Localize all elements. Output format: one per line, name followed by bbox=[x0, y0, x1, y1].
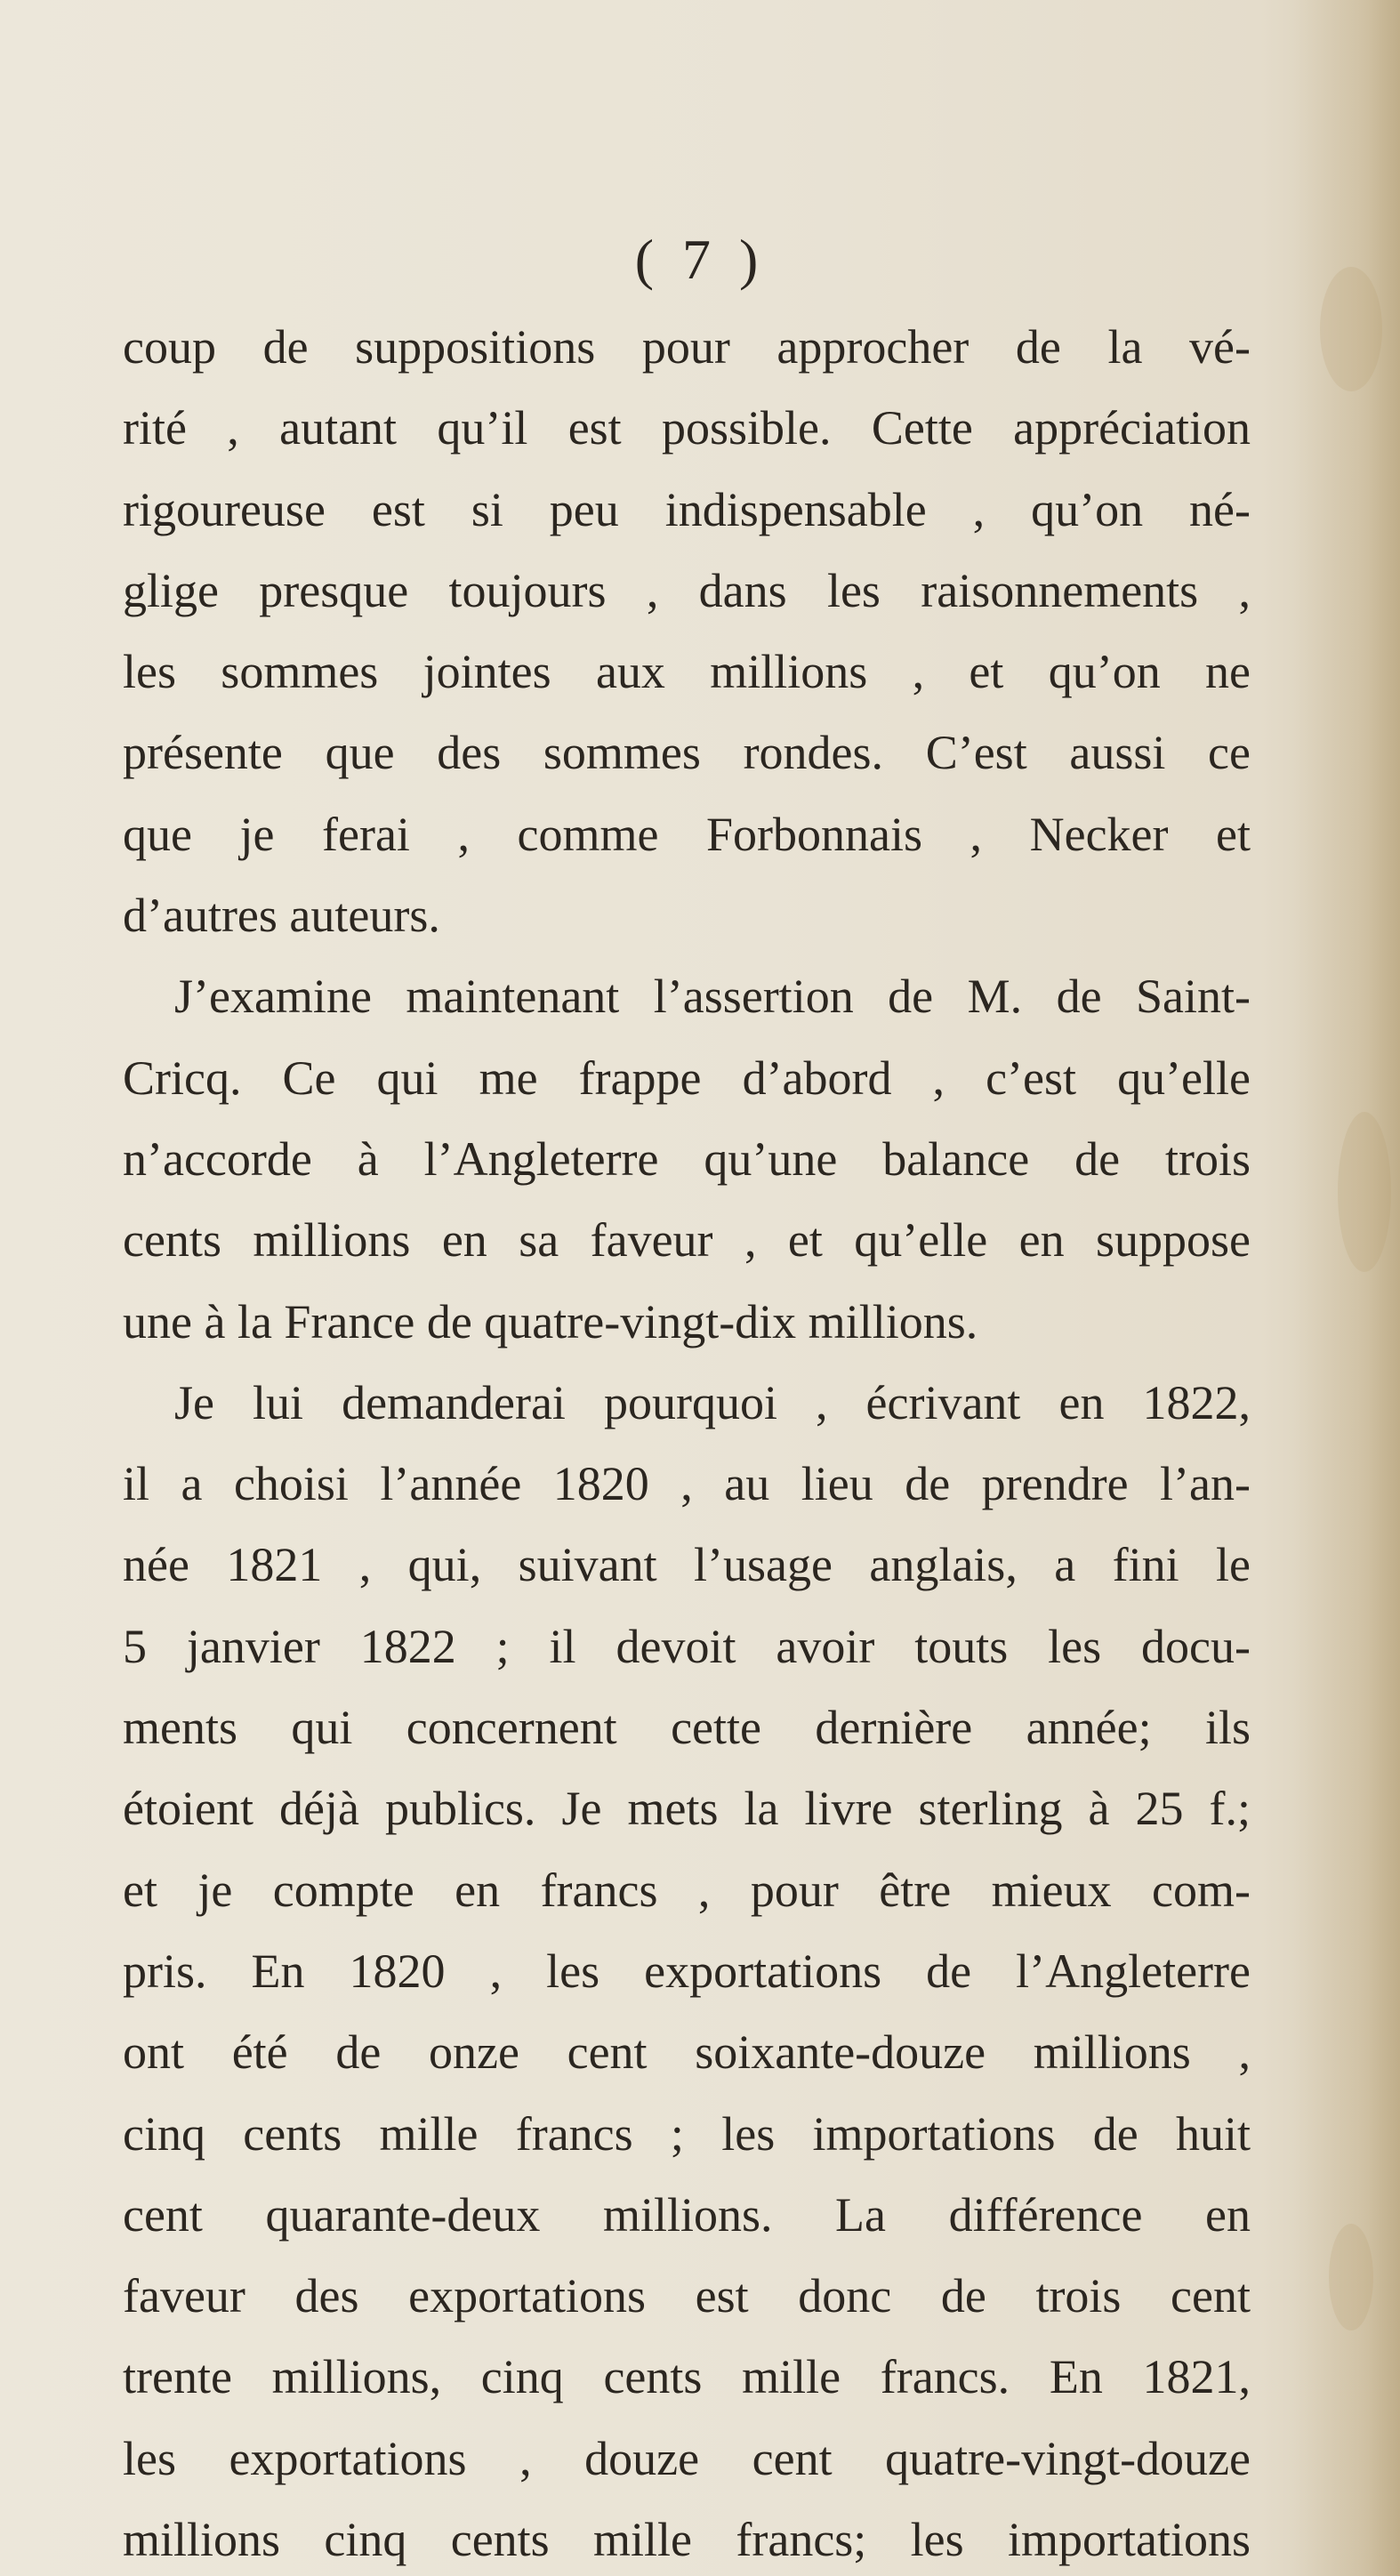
text-line: cent quarante-deux millions. La différence en bbox=[123, 2187, 1251, 2242]
text-line: cinq cents mille francs ; les importations de huit bbox=[123, 2106, 1251, 2161]
text-line: étoient déjà publics. Je mets la livre sterling à 25 f.; bbox=[123, 1782, 1251, 1836]
text-line: présente que des sommes rondes. C’est aussi ce bbox=[123, 726, 1251, 780]
text-line: cents millions en sa faveur , et qu’elle en suppose bbox=[123, 1213, 1251, 1268]
text-line: d’autres auteurs. bbox=[123, 889, 440, 943]
text-line: 5 janvier 1822 ; il devoit avoir touts les docu- bbox=[123, 1619, 1251, 1673]
text-line: et je compte en francs , pour être mieux com- bbox=[123, 1863, 1251, 1917]
text-line: J’examine maintenant l’assertion de M. de Saint- bbox=[174, 970, 1251, 1024]
body-text bbox=[123, 307, 1251, 2576]
text-line: ont été de onze cent soixante-douze millions , bbox=[123, 2025, 1251, 2080]
foxing-spot bbox=[1338, 1112, 1391, 1272]
text-line: les exportations , douze cent quatre-vingt-douze bbox=[123, 2431, 1251, 2485]
text-line: coup de suppositions pour approcher de la vé- bbox=[123, 320, 1251, 374]
text-line: que je ferai , comme Forbonnais , Necker et bbox=[123, 807, 1251, 861]
text-line: glige presque toujours , dans les raisonnements , bbox=[123, 563, 1251, 617]
text-line: n’accorde à l’Angleterre qu’une balance de trois bbox=[123, 1131, 1251, 1186]
text-line: faveur des exportations est donc de trois cent bbox=[123, 2269, 1251, 2323]
text-line: les sommes jointes aux millions , et qu’on ne bbox=[123, 645, 1251, 699]
text-line: ments qui concernent cette dernière année; ils bbox=[123, 1701, 1251, 1755]
page-number: ( 7 ) bbox=[634, 228, 766, 291]
text-line: rigoureuse est si peu indispensable , qu’on né- bbox=[123, 482, 1251, 536]
text-line: une à la France de quatre-vingt-dix millions. bbox=[123, 1294, 978, 1348]
text-line: pris. En 1820 , les exportations de l’Angleterre bbox=[123, 1944, 1251, 1998]
text-line: Cricq. Ce qui me frappe d’abord , c’est qu’elle bbox=[123, 1051, 1251, 1105]
text-line: née 1821 , qui, suivant l’usage anglais, a fini le bbox=[123, 1538, 1251, 1592]
text-line: rité , autant qu’il est possible. Cette appréciation bbox=[123, 401, 1251, 455]
text-line: Je lui demanderai pourquoi , écrivant en 1822, bbox=[174, 1375, 1251, 1429]
text-line: trente millions, cinq cents mille francs. En 1821, bbox=[123, 2350, 1251, 2404]
text-line: il a choisi l’année 1820 , au lieu de prendre l’an- bbox=[123, 1457, 1251, 1511]
foxing-spot bbox=[1329, 2224, 1373, 2330]
text-line: millions cinq cents mille francs; les importations bbox=[123, 2513, 1251, 2567]
